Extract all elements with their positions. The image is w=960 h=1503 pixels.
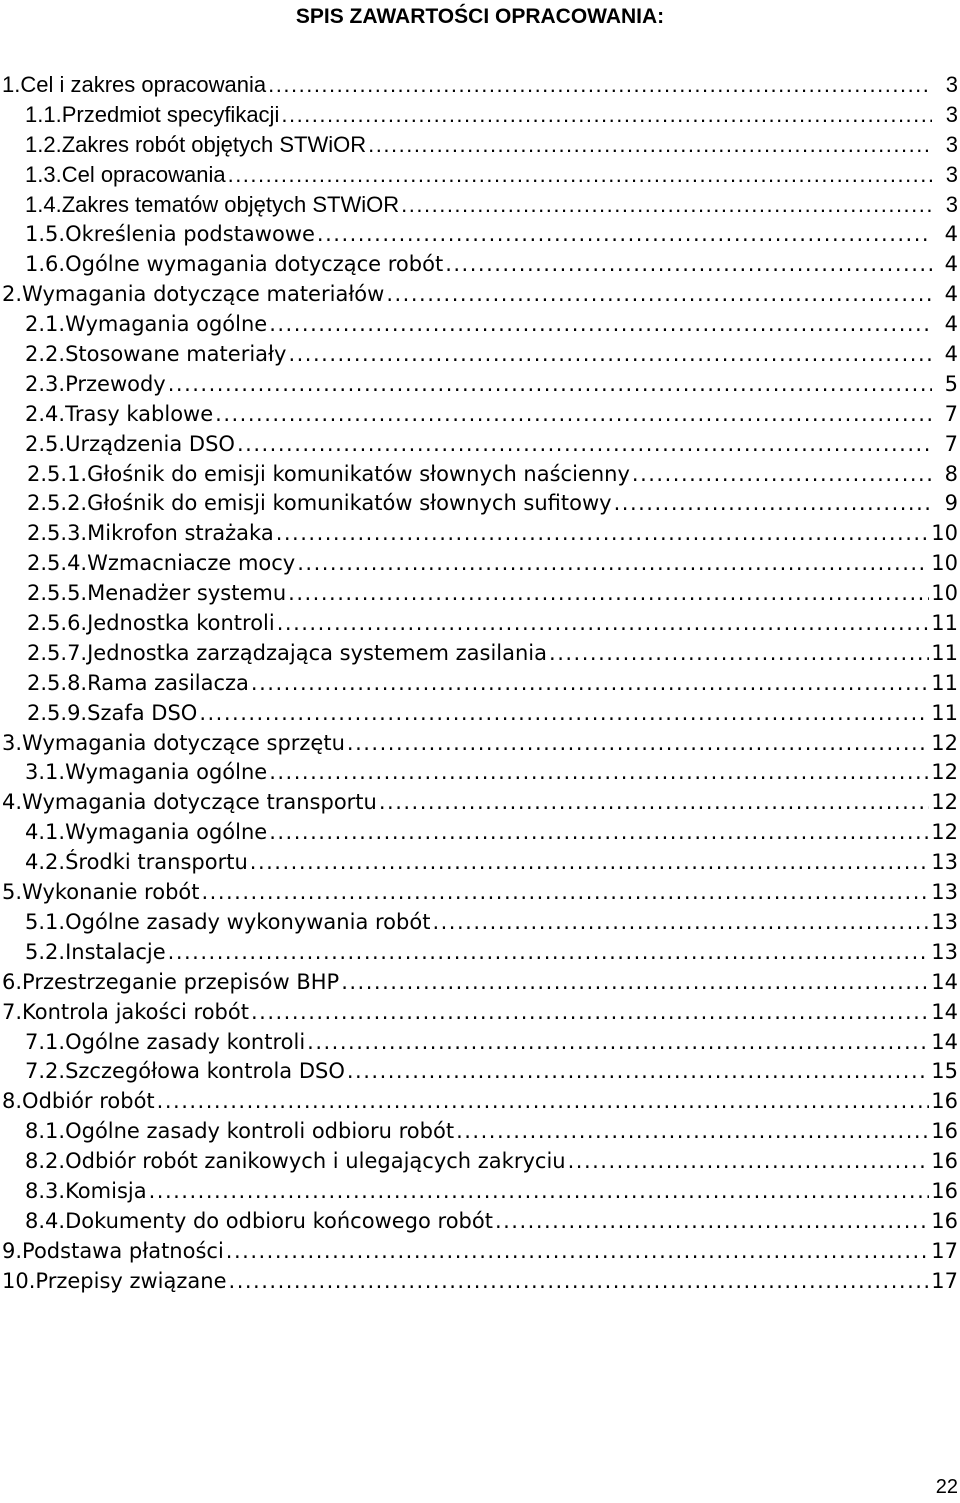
toc-entry[interactable] <box>0 997 960 1027</box>
toc-dot-leader <box>341 967 929 997</box>
toc-entry[interactable] <box>0 369 960 399</box>
toc-entry-number: 2.5.7. <box>27 640 88 665</box>
toc-entry[interactable] <box>0 160 960 190</box>
toc-entry-number: 2.5. <box>25 431 66 456</box>
toc-dot-leader <box>250 847 929 877</box>
toc-entry-number: 1.6. <box>25 252 66 277</box>
toc-entry-title: Stosowane materiały <box>65 342 287 367</box>
toc-dot-leader <box>215 399 932 429</box>
toc-entry-page: 11 <box>931 640 958 665</box>
toc-entry-page: 4 <box>944 342 958 367</box>
toc-entry-page: 15 <box>931 1059 958 1084</box>
toc-entry-page: 12 <box>931 790 958 815</box>
toc-entry-title: Mikrofon strażaka <box>87 521 274 546</box>
toc-entry-number: 7.2. <box>25 1059 66 1084</box>
toc-entry-title: Urządzenia DSO <box>65 431 235 456</box>
toc-entry[interactable] <box>0 937 960 967</box>
toc-entry-title: Zakres robót objętych STWiOR <box>61 131 367 157</box>
page-number: 22 <box>935 1476 958 1498</box>
toc-entry[interactable] <box>0 1027 960 1057</box>
toc-dot-leader <box>201 877 929 907</box>
toc-entry-page: 4 <box>944 312 958 337</box>
toc-entry-page: 13 <box>931 850 958 875</box>
toc-entry-title: Cel i zakres opracowania <box>20 72 267 97</box>
toc-entry-title: Wymagania dotyczące transportu <box>22 790 377 815</box>
toc-entry-title: Wymagania ogólne <box>65 312 268 337</box>
toc-entry[interactable] <box>0 668 960 698</box>
toc-entry-number: 1.3. <box>25 161 62 187</box>
toc-entry-page: 16 <box>931 1089 958 1114</box>
toc-entry-page: 7 <box>944 401 958 426</box>
toc-entry-number: 1.4. <box>25 191 62 217</box>
toc-dot-leader <box>149 1176 930 1206</box>
toc-dot-leader <box>317 219 932 249</box>
toc-entry-title: Wymagania dotyczące materiałów <box>22 282 385 307</box>
toc-entry-title: Wzmacniacze mocy <box>87 551 296 576</box>
toc-entry-number: 7.1. <box>25 1029 66 1054</box>
toc-entry-number: 10. <box>2 1268 36 1293</box>
toc-entry-page: 13 <box>931 880 958 905</box>
toc-entry-page: 8 <box>944 461 958 486</box>
toc-entry-page: 12 <box>931 730 958 755</box>
toc-dot-leader <box>632 459 932 489</box>
toc-entry[interactable] <box>0 1056 960 1086</box>
toc-entry-number: 2.5.4. <box>27 551 88 576</box>
toc-entry[interactable] <box>0 279 960 309</box>
toc-entry-page: 4 <box>944 222 958 247</box>
toc-entry-number: 2.5.1. <box>27 461 88 486</box>
toc-entry-title: Zakres tematów objętych STWiOR <box>61 191 400 217</box>
toc-entry-number: 2.5.8. <box>27 670 88 695</box>
toc-entry-title: Wymagania dotyczące sprzętu <box>22 730 345 755</box>
toc-entry[interactable] <box>0 249 960 279</box>
toc-entry-number: 5.2. <box>25 939 66 964</box>
toc-entry-page: 14 <box>931 999 958 1024</box>
toc-dot-leader <box>614 488 932 518</box>
toc-entry-number: 3.1. <box>25 760 66 785</box>
toc-entry[interactable] <box>0 1086 960 1116</box>
toc-entry-title: Wymagania ogólne <box>65 820 268 845</box>
toc-entry-page: 13 <box>931 939 958 964</box>
toc-dot-leader <box>228 160 932 190</box>
toc-entry-title: Kontrola jakości robót <box>22 999 249 1024</box>
toc-dot-leader <box>276 518 930 548</box>
toc-entry-title: Środki transportu <box>65 850 248 875</box>
toc-dot-leader <box>568 1146 930 1176</box>
toc-entry-page: 5 <box>944 371 958 396</box>
toc-entry-number: 2.5.9. <box>27 700 88 725</box>
toc-dot-leader <box>237 429 932 459</box>
toc-entry-title: Trasy kablowe <box>65 401 214 426</box>
toc-entry-number: 2.2. <box>25 342 66 367</box>
toc-entry-page: 12 <box>931 760 958 785</box>
toc-entry-page: 16 <box>931 1208 958 1233</box>
toc-entry-title: Wykonanie robót <box>22 880 200 905</box>
toc-dot-leader <box>307 1027 929 1057</box>
toc-entry-page: 11 <box>931 611 958 636</box>
toc-entry-page: 3 <box>945 131 958 157</box>
toc-entry[interactable] <box>0 1116 960 1146</box>
toc-dot-leader <box>288 578 929 608</box>
toc-dot-leader <box>549 638 929 668</box>
toc-dot-leader <box>157 1086 930 1116</box>
toc-entry-number: 6. <box>2 969 23 994</box>
toc-entry[interactable] <box>0 1146 960 1176</box>
toc-entry[interactable] <box>0 907 960 937</box>
toc-entry[interactable] <box>0 130 960 160</box>
toc-entry[interactable] <box>0 787 960 817</box>
toc-dot-leader <box>226 1236 929 1266</box>
toc-entry-number: 4.1. <box>25 820 66 845</box>
toc-entry-title: Odbiór robót zanikowych i ulegających zakryciu <box>65 1149 566 1174</box>
toc-entry[interactable] <box>0 638 960 668</box>
toc-entry-number: 1. <box>2 72 21 97</box>
toc-entry-title: Głośnik do emisji komunikatów słownych sufitowy <box>87 491 612 516</box>
toc-entry-number: 2.5.5. <box>27 581 88 606</box>
toc-entry-title: Dokumenty do odbioru końcowego robót <box>65 1208 493 1233</box>
toc-entry-number: 2.4. <box>25 401 66 426</box>
toc-entry-page: 3 <box>945 101 958 127</box>
toc-entry[interactable] <box>0 488 960 518</box>
toc-entry-number: 5. <box>2 880 23 905</box>
toc-entry-page: 9 <box>944 491 958 516</box>
toc-dot-leader <box>401 190 932 220</box>
toc-entry-title: Odbiór robót <box>22 1089 155 1114</box>
toc-entry-page: 14 <box>931 969 958 994</box>
toc-entry-title: Podstawa płatności <box>22 1238 224 1263</box>
toc-dot-leader <box>269 817 929 847</box>
toc-entry-title: Komisja <box>65 1178 147 1203</box>
toc-entry-title: Ogólne wymagania dotyczące robót <box>65 252 444 277</box>
toc-entry-number: 4.2. <box>25 850 66 875</box>
toc-entry-title: Jednostka kontroli <box>87 611 275 636</box>
toc-entry[interactable] <box>0 459 960 489</box>
toc-entry-number: 8.3. <box>25 1178 66 1203</box>
toc-entry-number: 1.1. <box>25 101 62 127</box>
toc-entry-page: 7 <box>944 431 958 456</box>
toc-entry[interactable] <box>0 877 960 907</box>
toc-entry-page: 10 <box>931 521 958 546</box>
toc-entry[interactable] <box>0 429 960 459</box>
toc-entry-title: Przewody <box>65 371 166 396</box>
toc-dot-leader <box>297 548 929 578</box>
toc-entry-page: 3 <box>945 72 958 97</box>
toc-dot-leader <box>347 1056 929 1086</box>
toc-dot-leader <box>277 608 930 638</box>
toc-entry[interactable] <box>0 698 960 728</box>
toc-entry-title: Przedmiot specyfikacji <box>61 101 280 127</box>
toc-entry-number: 2.5.6. <box>27 611 88 636</box>
toc-entry-title: Menadżer systemu <box>87 581 287 606</box>
toc-dot-leader <box>368 130 932 160</box>
toc-entry-number: 8. <box>2 1089 23 1114</box>
toc-entry-page: 11 <box>931 700 958 725</box>
toc-entry[interactable] <box>0 339 960 369</box>
toc-entry[interactable] <box>0 1176 960 1206</box>
toc-entry-page: 16 <box>931 1149 958 1174</box>
toc-entry[interactable] <box>0 548 960 578</box>
toc-dot-leader <box>251 668 929 698</box>
toc-entry-title: Określenia podstawowe <box>65 222 315 247</box>
toc-dot-leader <box>168 369 932 399</box>
toc-entry[interactable] <box>0 1266 960 1296</box>
toc-entry-page: 10 <box>931 581 958 606</box>
toc-entry-number: 4. <box>2 790 23 815</box>
toc-entry[interactable] <box>0 309 960 339</box>
toc-entry-title: Cel opracowania <box>61 161 226 187</box>
toc-entry-number: 2. <box>2 282 23 307</box>
toc-dot-leader <box>269 757 929 787</box>
toc-entry-page: 12 <box>931 820 958 845</box>
toc-entry-page: 16 <box>931 1178 958 1203</box>
toc-dot-leader <box>281 100 932 130</box>
toc-entry-title: Instalacje <box>65 939 166 964</box>
toc-entry-number: 2.5.2. <box>27 491 88 516</box>
toc-entry-number: 1.5. <box>25 222 66 247</box>
toc-entry-number: 8.1. <box>25 1119 66 1144</box>
toc-entry-page: 4 <box>944 282 958 307</box>
toc-dot-leader <box>229 1266 930 1296</box>
toc-entry[interactable] <box>0 847 960 877</box>
toc-entry-title: Szczegółowa kontrola DSO <box>65 1059 345 1084</box>
toc-entry-title: Ogólne zasady wykonywania robót <box>65 909 431 934</box>
toc-entry-page: 3 <box>945 191 958 217</box>
toc-entry-page: 16 <box>931 1119 958 1144</box>
table-of-contents <box>0 70 960 1296</box>
toc-entry-title: Ogólne zasady kontroli odbioru robót <box>65 1119 455 1144</box>
toc-entry-number: 9. <box>2 1238 23 1263</box>
toc-entry-page: 14 <box>931 1029 958 1054</box>
toc-entry-page: 3 <box>945 161 958 187</box>
toc-entry-page: 13 <box>931 909 958 934</box>
toc-entry[interactable] <box>0 190 960 220</box>
toc-entry-page: 17 <box>931 1268 958 1293</box>
toc-entry-title: Przepisy związane <box>35 1268 227 1293</box>
toc-dot-leader <box>288 339 932 369</box>
toc-dot-leader <box>456 1116 929 1146</box>
toc-entry-title: Ogólne zasady kontroli <box>65 1029 306 1054</box>
toc-entry-title: Głośnik do emisji komunikatów słownych naścienny <box>87 461 630 486</box>
toc-entry-page: 11 <box>931 670 958 695</box>
toc-entry-title: Szafa DSO <box>87 700 198 725</box>
toc-entry-number: 8.4. <box>25 1208 66 1233</box>
toc-entry[interactable] <box>0 728 960 758</box>
toc-entry[interactable] <box>0 578 960 608</box>
toc-entry-number: 2.3. <box>25 371 66 396</box>
toc-entry-title: Przestrzeganie przepisów BHP <box>22 969 340 994</box>
toc-entry[interactable] <box>0 518 960 548</box>
toc-entry-number: 5.1. <box>25 909 66 934</box>
toc-dot-leader <box>251 997 929 1027</box>
toc-entry-number: 1.2. <box>25 131 62 157</box>
toc-dot-leader <box>268 70 932 100</box>
toc-entry-number: 7. <box>2 999 23 1024</box>
toc-dot-leader <box>386 279 932 309</box>
toc-entry[interactable] <box>0 817 960 847</box>
toc-dot-leader <box>432 907 929 937</box>
toc-entry[interactable] <box>0 399 960 429</box>
toc-entry[interactable] <box>0 608 960 638</box>
toc-entry-number: 8.2. <box>25 1149 66 1174</box>
toc-entry-title: Jednostka zarządzająca systemem zasilania <box>87 640 548 665</box>
toc-entry[interactable] <box>0 1236 960 1266</box>
toc-dot-leader <box>379 787 929 817</box>
toc-entry-number: 3. <box>2 730 23 755</box>
toc-entry[interactable] <box>0 70 960 100</box>
toc-dot-leader <box>269 309 932 339</box>
document-title: SPIS ZAWARTOŚCI OPRACOWANIA: <box>295 5 665 28</box>
toc-dot-leader <box>199 698 929 728</box>
toc-entry[interactable] <box>0 967 960 997</box>
toc-dot-leader <box>168 937 930 967</box>
toc-dot-leader <box>347 728 929 758</box>
toc-entry-page: 17 <box>931 1238 958 1263</box>
toc-entry-number: 2.1. <box>25 312 66 337</box>
toc-entry-page: 10 <box>931 551 958 576</box>
toc-entry[interactable] <box>0 219 960 249</box>
toc-entry-title: Rama zasilacza <box>87 670 249 695</box>
toc-entry[interactable] <box>0 757 960 787</box>
toc-dot-leader <box>445 249 932 279</box>
toc-entry-number: 2.5.3. <box>27 521 88 546</box>
toc-entry-page: 4 <box>944 252 958 277</box>
toc-entry[interactable] <box>0 1206 960 1236</box>
toc-dot-leader <box>495 1206 929 1236</box>
toc-entry-title: Wymagania ogólne <box>65 760 268 785</box>
toc-entry[interactable] <box>0 100 960 130</box>
